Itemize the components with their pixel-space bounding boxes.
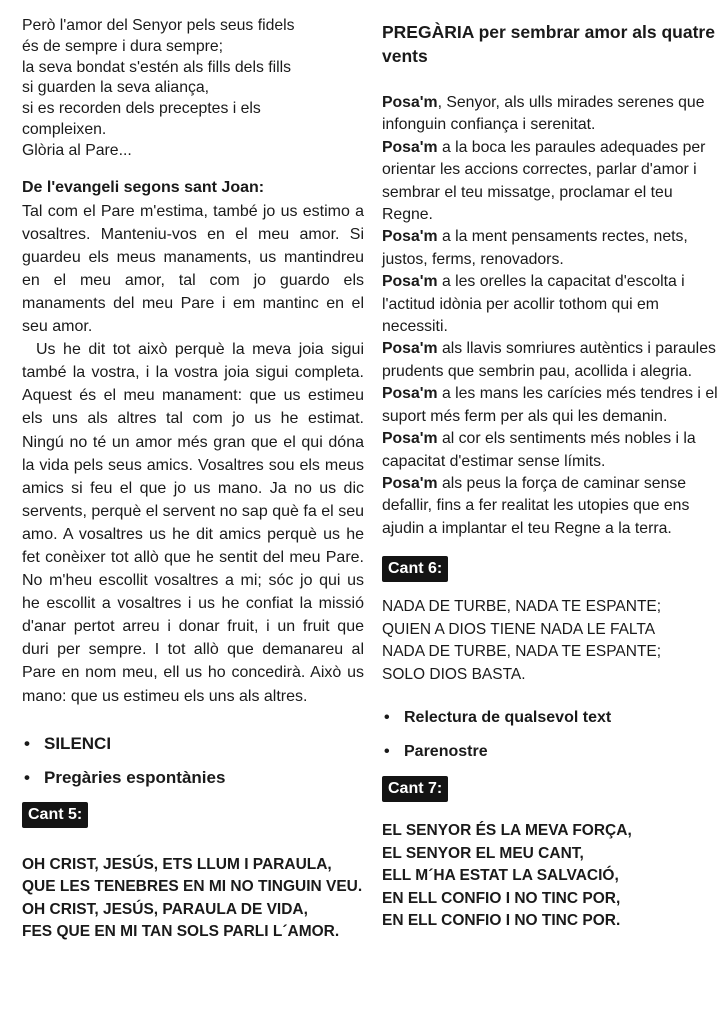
bullet-relectura: • Relectura de qualsevol text (382, 708, 718, 728)
lyric-line: FES QUE EN MI TAN SOLS PARLI L´AMOR. (22, 923, 340, 941)
prayer-lead: Posa'm (382, 228, 438, 246)
gospel-text (22, 200, 364, 708)
prayer-item (382, 338, 718, 383)
prayer-item-text: a les orelles la capacitat d'escolta i l'actitud idònia per acollir tothom qui em necessiti. (382, 273, 685, 336)
prayer-title (382, 21, 718, 68)
prayer-item-text: a les mans les carícies més tendres i el suport més ferm per als qui les demanin. (382, 385, 718, 425)
bullet-pregaries: • Pregàries espontànies (22, 768, 364, 788)
prayer-item-text: , Senyor, als ulls mirades serenes que infonguin confiança i serenitat. (382, 94, 705, 134)
psalm-line: Però l'amor del Senyor pels seus fidels (22, 17, 295, 34)
prayer-item-text: al cor els sentiments més nobles i la capacitat d'estimar sense límits. (382, 430, 696, 470)
gospel-paragraph: Tal com el Pare m'estima, també jo us estimo a vosaltres. Manteniu-vos en el meu amor. Si guardeu els meus manaments, us mantindreu en el meu amor, tal com jo guardo els manaments del meu Pare i em mantinc en el seu amor. (22, 202, 364, 336)
gospel-title: De l'evangeli segons sant Joan: (22, 178, 265, 196)
prayer-lead: Posa'm (382, 340, 438, 358)
prayer-item (382, 473, 718, 540)
psalm-line: la seva bondat s'estén als fills dels fills (22, 58, 292, 76)
lyric-line: QUE LES TENEBRES EN MI NO TINGUIN VEU. (22, 878, 363, 896)
gospel-paragraph: Us he dit tot això perquè la meva joia sigui també la vostra, i la vostra joia sigui completa. Aquest és el meu manament: que us estimeu els uns als altres tal com jo us he estimat. Ningú no té un amor més gran que el qui dóna la vida pels seus amics. Vosaltres sou els meus amics si feu el que jo us mano. Ja no us dic servents, perquè el servent no sap què fa el seu amo. A vosaltres us he dit amics perquè us he fet conèixer tot allò que he sentit del meu Pare. No m'heu escollit vosaltres a mi; sóc jo qui us he escollit a vosaltres i us he confiat la missió d'anar pertot arreu i donar fruit, i un fruit que duri per sempre. I tot allò que demanareu al Pare en nom meu, ell us ho concedirà. Això us mano: que us estimeu els uns als altres. (22, 341, 364, 705)
lyric-line: NADA DE TURBE, NADA TE ESPANTE; (382, 598, 662, 616)
lyric-line: EL SENYOR EL MEU CANT, (382, 844, 584, 862)
cant7-label: Cant 7: (382, 776, 448, 802)
prayer-item (382, 271, 718, 338)
prayer-item (382, 383, 718, 428)
psalm-line: compleixen. (22, 120, 107, 138)
prayer-item (382, 226, 718, 271)
prayer-lead: Posa'm (382, 385, 438, 403)
prayer-item (382, 428, 718, 473)
cant6-label: Cant 6: (382, 556, 448, 582)
prayer-item (382, 92, 718, 137)
lyric-line: OH CRIST, JESÚS, PARAULA DE VIDA, (22, 900, 308, 918)
right-bullet-list (382, 708, 718, 762)
cant7-lyrics (382, 820, 718, 933)
lyric-line: EN ELL CONFIO I NO TINC POR. (382, 912, 621, 930)
prayer-item-text: als peus la força de caminar sense defallir, fins a fer realitat les utopies que ens ajudin a implantar el teu Regne a la terra. (382, 474, 690, 537)
psalm-text (22, 16, 364, 162)
lyric-line: OH CRIST, JESÚS, ETS LLUM I PARAULA, (22, 855, 332, 873)
lyric-line: ELL M´HA ESTAT LA SALVACIÓ, (382, 867, 619, 885)
bullet-silenci: • SILENCI (22, 734, 364, 754)
lyric-line: NADA DE TURBE, NADA TE ESPANTE; (382, 643, 662, 661)
prayer-lead: Posa'm (382, 94, 438, 111)
prayer-lead: Posa'm (382, 273, 438, 291)
bullet-parenostre: • Parenostre (382, 742, 718, 762)
prayer-item-text: a la boca les paraules adequades per orientar les accions correctes, parlar d'amor i sembrar el teu missatge, proclamar el teu Regne. (382, 138, 706, 224)
cant5-label: Cant 5: (22, 802, 88, 828)
psalm-line: és de sempre i dura sempre; (22, 37, 224, 55)
left-column (22, 0, 364, 944)
prayer-item-text: als llavis somriures autèntics i paraules prudents que sembrin pau, acollida i alegria. (382, 340, 716, 380)
psalm-line: si guarden la seva aliança, (22, 79, 210, 97)
prayer-item (382, 137, 718, 227)
cant6-lyrics (382, 596, 718, 686)
psalm-line: si es recorden dels preceptes i els (22, 100, 261, 118)
right-column (382, 0, 718, 933)
prayer-lead: Posa'm (382, 474, 438, 492)
psalm-line: Glòria al Pare... (22, 141, 132, 159)
prayer-lead: Posa'm (382, 138, 438, 156)
prayer-lead: Posa'm (382, 430, 438, 448)
lyric-line: EL SENYOR ÉS LA MEVA FORÇA, (382, 822, 632, 840)
prayer-item-text: a la ment pensaments rectes, nets, justos, ferms, renovadors. (382, 228, 688, 268)
prayer-text (382, 92, 718, 540)
lyric-line: QUIEN A DIOS TIENE NADA LE FALTA (382, 620, 656, 638)
prayer-title-line: vents (382, 45, 428, 66)
lyric-line: SOLO DIOS BASTA. (382, 665, 526, 683)
left-bullet-list (22, 734, 364, 788)
prayer-title-line: PREGÀRIA per sembrar amor als quatre (382, 22, 715, 42)
cant5-lyrics (22, 854, 364, 944)
lyric-line: EN ELL CONFIO I NO TINC POR, (382, 889, 621, 907)
